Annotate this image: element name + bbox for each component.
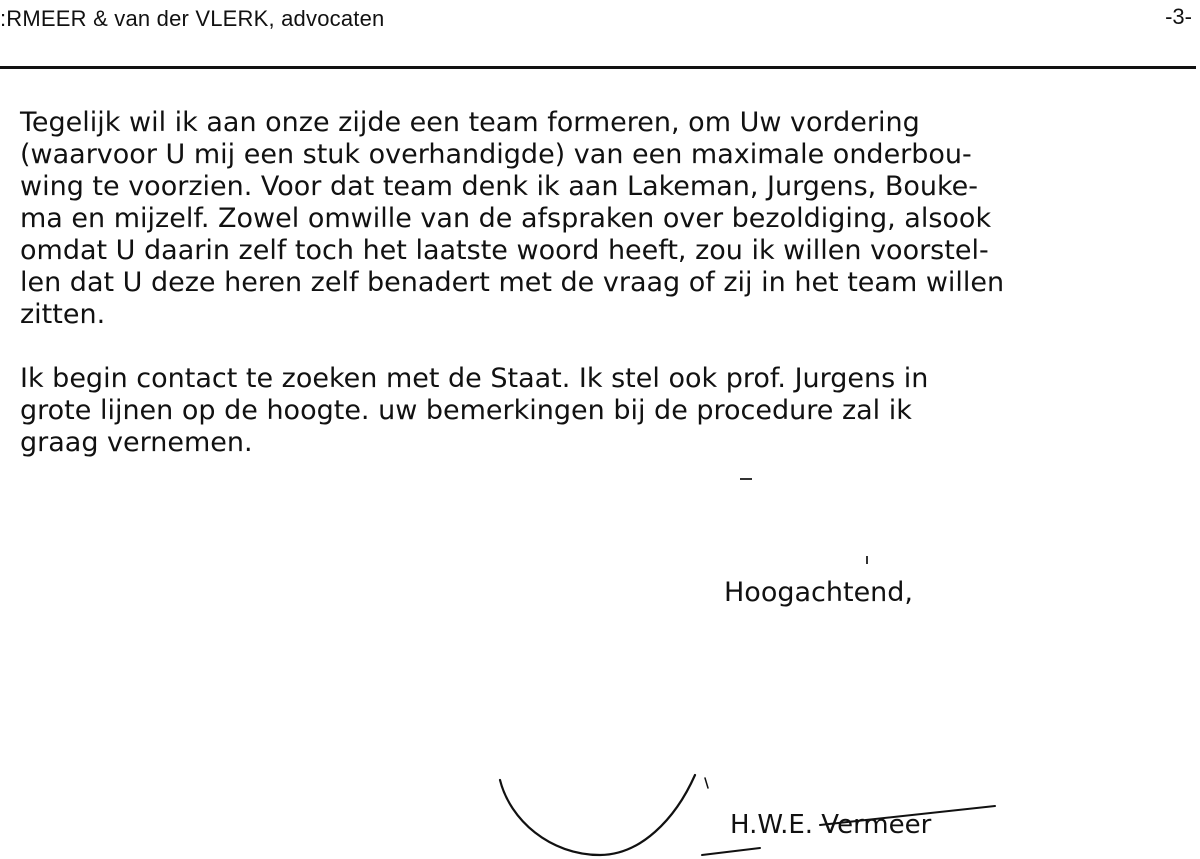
text-line: len dat U deze heren zelf benadert met de vraag of zij in het team willen (20, 267, 1005, 298)
text-line: zitten. (20, 299, 106, 330)
text-line: omdat U daarin zelf toch het laatste woord heeft, zou ik willen voorstel- (20, 235, 989, 266)
paragraph-1 (20, 107, 1168, 331)
text-line: graag vernemen. (20, 427, 253, 458)
page-number: -3- (1165, 4, 1192, 29)
closing-salutation: Hoogachtend, (724, 577, 914, 608)
paragraph-2 (20, 363, 1168, 459)
letter-body (20, 107, 1168, 491)
text-line: Ik begin contact te zoeken met de Staat. Ik stel ook prof. Jurgens in (20, 363, 929, 394)
text-line: ma en mijzelf. Zowel omwille van de afspraken over bezoldiging, alsook (20, 203, 992, 234)
text-line: grote lijnen op de hoogte. uw bemerkingen bij de procedure zal ik (20, 395, 912, 426)
handwritten-signature (490, 760, 720, 859)
header-rule (0, 66, 1196, 69)
letterhead-firm-name: :RMEER & van der VLERK, advocaten (0, 6, 385, 31)
signatory-name: H.W.E. Vermeer (730, 810, 932, 840)
text-line: (waarvoor U mij een stuk overhandigde) van een maximale onderbou- (20, 139, 972, 170)
text-line: Tegelijk wil ik aan onze zijde een team formeren, om Uw vordering (20, 107, 920, 138)
text-line: wing te voorzien. Voor dat team denk ik aan Lakeman, Jurgens, Bouke- (20, 171, 979, 202)
scan-speck (866, 556, 868, 564)
signature-underline-stroke (700, 800, 1000, 859)
scan-speck (740, 478, 752, 480)
